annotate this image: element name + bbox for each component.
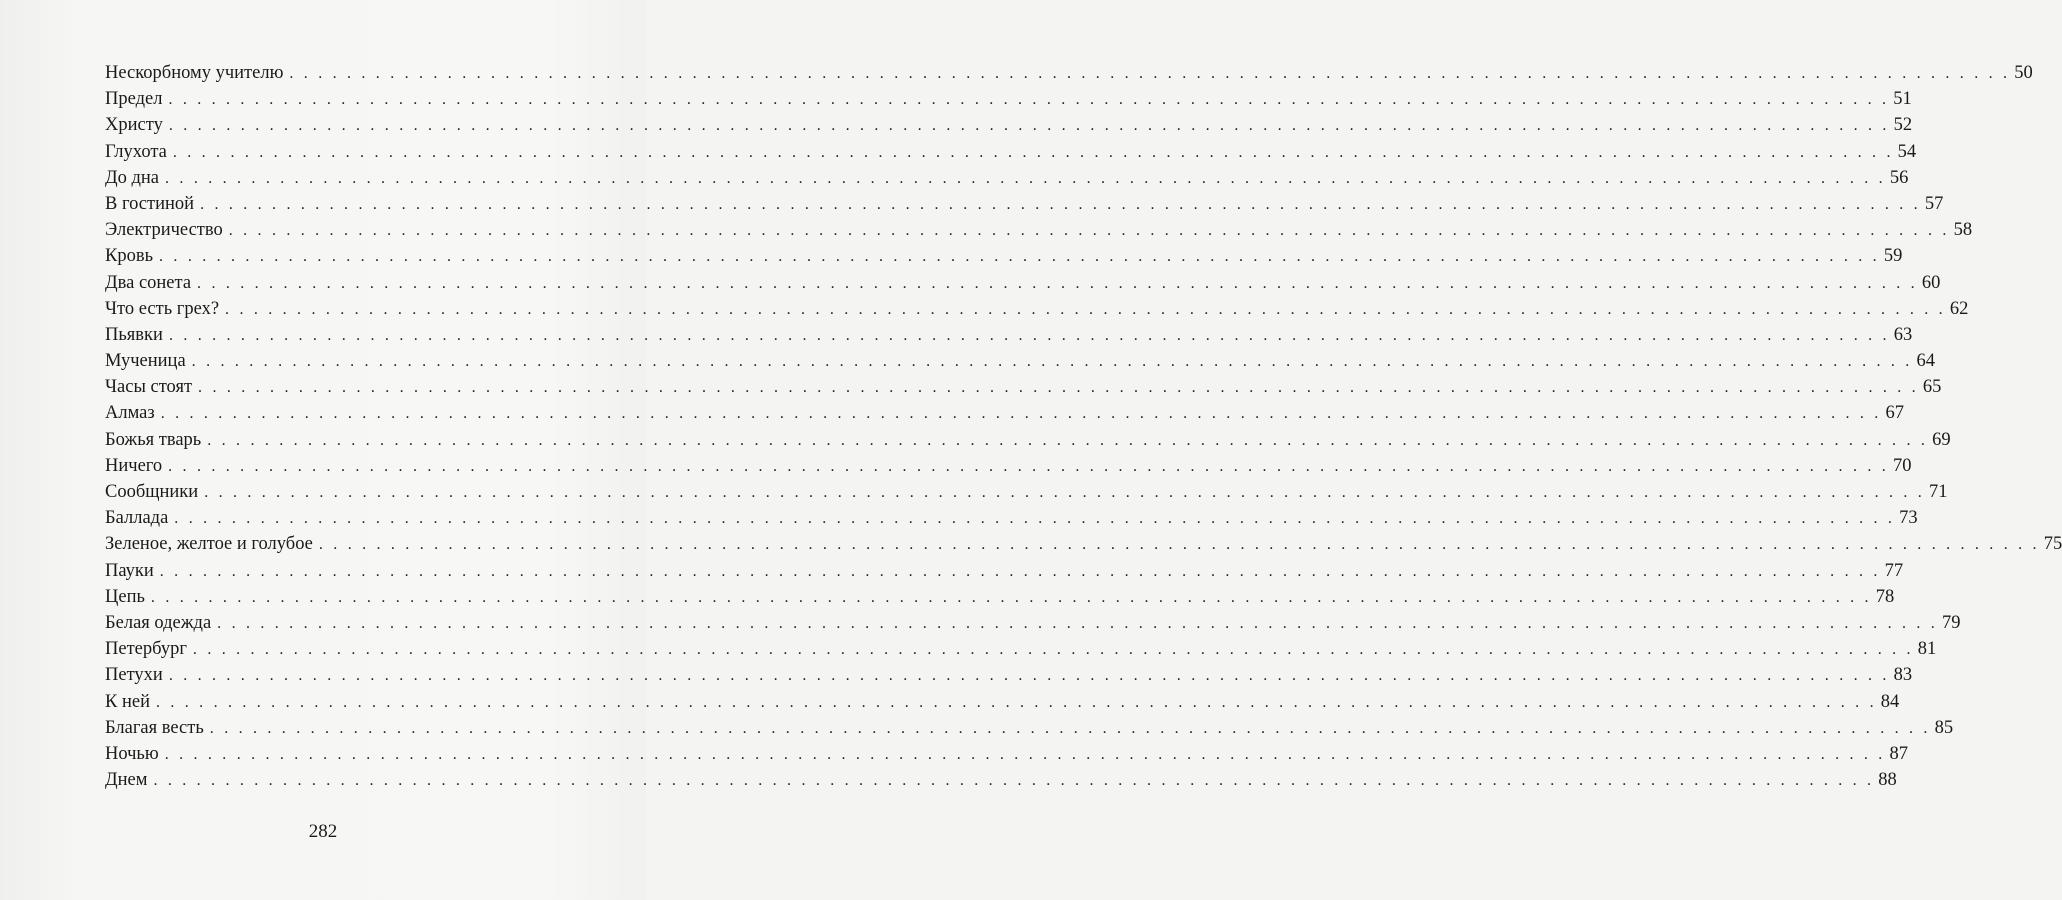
toc-entry-page: 58 — [1953, 220, 1973, 241]
dot-leader: . . . . . . . . . . . . . . . . . . . . . . . . . . . . . . . . . . . . . . . . . . . . . . . . . . . . . . . . . . . . . . . . . . . . . . . . . . . . . . . . . . . . . . . . . . . . . . . . . . . . . . . . . . . . . . . . . . . . . . . . — [209, 719, 1931, 737]
dot-leader: . . . . . . . . . . . . . . . . . . . . . . . . . . . . . . . . . . . . . . . . . . . . . . . . . . . . . . . . . . . . . . . . . . . . . . . . . . . . . . . . . . . . . . . . . . . . . . . . . . . . . . . . . . . . . . . . . . . . . . . . — [198, 379, 1919, 397]
toc-entry-title: Зеленое, желтое и голубое — [105, 534, 313, 555]
page-number: 282 — [308, 821, 338, 842]
dot-leader: . . . . . . . . . . . . . . . . . . . . . . . . . . . . . . . . . . . . . . . . . . . . . . . . . . . . . . . . . . . . . . . . . . . . . . . . . . . . . . . . . . . . . . . . . . . . . . . . . . . . . . . . . . . . . . . . . . . . . . . . — [172, 143, 1894, 161]
toc-entry — [105, 217, 1973, 243]
toc-entry-page: 63 — [1893, 324, 1913, 345]
dot-leader: . . . . . . . . . . . . . . . . . . . . . . . . . . . . . . . . . . . . . . . . . . . . . . . . . . . . . . . . . . . . . . . . . . . . . . . . . . . . . . . . . . . . . . . . . . . . . . . . . . . . . . . . . . . . . . . . . . . . . . . . — [155, 693, 1877, 711]
toc-entry-title: Божья тварь — [105, 429, 202, 450]
toc-entry-page: 69 — [1932, 429, 1951, 450]
table-of-contents — [105, 60, 2062, 793]
toc-entry-title: В гостиной — [105, 193, 195, 214]
toc-entry-title: Глухота — [105, 141, 167, 162]
dot-leader: . . . . . . . . . . . . . . . . . . . . . . . . . . . . . . . . . . . . . . . . . . . . . . . . . . . . . . . . . . . . . . . . . . . . . . . . . . . . . . . . . . . . . . . . . . . . . . . . . . . . . . . . . . . . . . . . . . . . . . . . — [159, 248, 1880, 266]
toc-entry-title: Сообщники — [105, 482, 199, 502]
toc-entry — [105, 191, 1944, 217]
toc-entry-title: Пьявки — [105, 324, 163, 345]
toc-entry-page: 77 — [1884, 560, 1904, 581]
toc-entry-page: 54 — [1897, 141, 1917, 162]
toc-entry-title: Баллада — [105, 508, 169, 529]
toc-entry-title: К ней — [105, 691, 150, 712]
toc-entry-title: Пауки — [105, 560, 154, 581]
dot-leader: . . . . . . . . . . . . . . . . . . . . . . . . . . . . . . . . . . . . . . . . . . . . . . . . . . . . . . . . . . . . . . . . . . . . . . . . . . . . . . . . . . . . . . . . . . . . . . . . . . . . . . . . . . . . . . . . . . . . . . . . — [160, 405, 1882, 423]
toc-entry-page: 70 — [1892, 455, 1912, 476]
toc-entry-title: Петербург — [105, 639, 187, 660]
toc-entry — [105, 322, 1913, 348]
toc-entry-page: 60 — [1921, 272, 1941, 293]
toc-entry-page: 85 — [1934, 717, 1954, 738]
toc-entry-title: Алмаз — [105, 403, 155, 424]
toc-entry — [105, 767, 1897, 793]
toc-entry — [105, 479, 1948, 505]
toc-entry-page: 62 — [1949, 298, 1969, 319]
toc-entry — [105, 296, 1969, 322]
toc-entry — [105, 374, 1942, 400]
dot-leader: . . . . . . . . . . . . . . . . . . . . . . . . . . . . . . . . . . . . . . . . . . . . . . . . . . . . . . . . . . . . . . . . . . . . . . . . . . . . . . . . . . . . . . . . . . . . . . . . . . . . . . . . . . . . . . . . . . . . . . . . — [318, 536, 2040, 554]
toc-entry-page: 88 — [1878, 770, 1897, 791]
toc-entry-page: 67 — [1885, 403, 1905, 424]
dot-leader: . . . . . . . . . . . . . . . . . . . . . . . . . . . . . . . . . . . . . . . . . . . . . . . . . . . . . . . . . . . . . . . . . . . . . . . . . . . . . . . . . . . . . . . . . . . . . . . . . . . . . . . . . . . . . . . . . . . . . . . . — [225, 300, 1946, 318]
dot-leader: . . . . . . . . . . . . . . . . . . . . . . . . . . . . . . . . . . . . . . . . . . . . . . . . . . . . . . . . . . . . . . . . . . . . . . . . . . . . . . . . . . . . . . . . . . . . . . . . . . . . . . . . . . . . . . . . . . . . . . . . — [168, 457, 1889, 475]
toc-entry — [105, 505, 1918, 531]
toc-entry — [105, 636, 1937, 662]
toc-entry — [105, 531, 2062, 557]
toc-entry-title: Ночью — [105, 743, 159, 764]
toc-entry-page: 83 — [1893, 665, 1913, 686]
dot-leader: . . . . . . . . . . . . . . . . . . . . . . . . . . . . . . . . . . . . . . . . . . . . . . . . . . . . . . . . . . . . . . . . . . . . . . . . . . . . . . . . . . . . . . . . . . . . . . . . . . . . . . . . . . . . . . . . . . . . . . . . — [207, 431, 1929, 449]
toc-entry-page: 57 — [1924, 193, 1944, 214]
toc-entry-title: Христу — [105, 115, 163, 136]
dot-leader: . . . . . . . . . . . . . . . . . . . . . . . . . . . . . . . . . . . . . . . . . . . . . . . . . . . . . . . . . . . . . . . . . . . . . . . . . . . . . . . . . . . . . . . . . . . . . . . . . . . . . . . . . . . . . . . . . . . . . . . . — [289, 65, 2011, 82]
toc-entry-title: Электричество — [105, 220, 223, 241]
toc-entry-page: 64 — [1916, 351, 1935, 372]
dot-leader: . . . . . . . . . . . . . . . . . . . . . . . . . . . . . . . . . . . . . . . . . . . . . . . . . . . . . . . . . . . . . . . . . . . . . . . . . . . . . . . . . . . . . . . . . . . . . . . . . . . . . . . . . . . . . . . . . . . . . . . . — [191, 353, 1913, 371]
toc-entry-title: Цепь — [105, 586, 145, 607]
dot-leader: . . . . . . . . . . . . . . . . . . . . . . . . . . . . . . . . . . . . . . . . . . . . . . . . . . . . . . . . . . . . . . . . . . . . . . . . . . . . . . . . . . . . . . . . . . . . . . . . . . . . . . . . . . . . . . . . . . . . . . . . — [200, 195, 1921, 213]
dot-leader: . . . . . . . . . . . . . . . . . . . . . . . . . . . . . . . . . . . . . . . . . . . . . . . . . . . . . . . . . . . . . . . . . . . . . . . . . . . . . . . . . . . . . . . . . . . . . . . . . . . . . . . . . . . . . . . . . . . . . . . . — [168, 91, 1890, 109]
toc-entry — [105, 558, 1904, 584]
toc-entry — [105, 243, 1903, 269]
dot-leader: . . . . . . . . . . . . . . . . . . . . . . . . . . . . . . . . . . . . . . . . . . . . . . . . . . . . . . . . . . . . . . . . . . . . . . . . . . . . . . . . . . . . . . . . . . . . . . . . . . . . . . . . . . . . . . . . . . . . . . . . — [228, 222, 1950, 240]
toc-entry — [105, 584, 1895, 610]
toc-entry — [105, 741, 1909, 767]
toc-entry-title: Ничего — [105, 455, 163, 476]
toc-entry-page: 71 — [1929, 482, 1948, 502]
toc-entry — [105, 453, 1912, 479]
toc-entry — [105, 270, 1941, 296]
toc-entry-page: 78 — [1875, 586, 1895, 607]
toc-entry — [105, 662, 1913, 688]
toc-entry-page: 79 — [1941, 612, 1961, 633]
toc-entry-page: 52 — [1893, 115, 1913, 136]
toc-entry-page: 50 — [2014, 63, 2033, 83]
dot-leader: . . . . . . . . . . . . . . . . . . . . . . . . . . . . . . . . . . . . . . . . . . . . . . . . . . . . . . . . . . . . . . . . . . . . . . . . . . . . . . . . . . . . . . . . . . . . . . . . . . . . . . . . . . . . . . . . . . . . . . . . — [192, 641, 1914, 659]
toc-entry-page: 59 — [1883, 246, 1903, 267]
toc-entry-title: Мученица — [105, 351, 186, 372]
toc-entry — [105, 689, 1900, 715]
toc-entry — [105, 60, 2033, 86]
dot-leader: . . . . . . . . . . . . . . . . . . . . . . . . . . . . . . . . . . . . . . . . . . . . . . . . . . . . . . . . . . . . . . . . . . . . . . . . . . . . . . . . . . . . . . . . . . . . . . . . . . . . . . . . . . . . . . . . . . . . . . . . — [164, 745, 1886, 763]
toc-entry-title: Белая одежда — [105, 612, 212, 633]
dot-leader: . . . . . . . . . . . . . . . . . . . . . . . . . . . . . . . . . . . . . . . . . . . . . . . . . . . . . . . . . . . . . . . . . . . . . . . . . . . . . . . . . . . . . . . . . . . . . . . . . . . . . . . . . . . . . . . . . . . . . . . . — [150, 588, 1872, 606]
toc-entry-page: 73 — [1899, 508, 1918, 529]
toc-entry — [105, 427, 1951, 453]
dot-leader: . . . . . . . . . . . . . . . . . . . . . . . . . . . . . . . . . . . . . . . . . . . . . . . . . . . . . . . . . . . . . . . . . . . . . . . . . . . . . . . . . . . . . . . . . . . . . . . . . . . . . . . . . . . . . . . . . . . . . . . . — [217, 614, 1938, 632]
dot-leader: . . . . . . . . . . . . . . . . . . . . . . . . . . . . . . . . . . . . . . . . . . . . . . . . . . . . . . . . . . . . . . . . . . . . . . . . . . . . . . . . . . . . . . . . . . . . . . . . . . . . . . . . . . . . . . . . . . . . . . . . — [153, 772, 1875, 790]
toc-entry — [105, 715, 1954, 741]
toc-entry-title: Нескорбному учителю — [105, 63, 284, 83]
dot-leader: . . . . . . . . . . . . . . . . . . . . . . . . . . . . . . . . . . . . . . . . . . . . . . . . . . . . . . . . . . . . . . . . . . . . . . . . . . . . . . . . . . . . . . . . . . . . . . . . . . . . . . . . . . . . . . . . . . . . . . . . — [197, 274, 1918, 292]
toc-entry-title: До дна — [105, 167, 160, 188]
toc-entry — [105, 610, 1961, 636]
dot-leader: . . . . . . . . . . . . . . . . . . . . . . . . . . . . . . . . . . . . . . . . . . . . . . . . . . . . . . . . . . . . . . . . . . . . . . . . . . . . . . . . . . . . . . . . . . . . . . . . . . . . . . . . . . . . . . . . . . . . . . . . — [159, 562, 1881, 580]
toc-entry-title: Два сонета — [105, 272, 192, 293]
toc-entry — [105, 348, 1935, 374]
toc-entry — [105, 112, 1913, 138]
toc-entry-title: Днем — [105, 770, 148, 791]
toc-entry-page: 51 — [1893, 89, 1912, 110]
toc-entry-title: Предел — [105, 89, 163, 110]
toc-entry-title: Благая весть — [105, 717, 204, 738]
dot-leader: . . . . . . . . . . . . . . . . . . . . . . . . . . . . . . . . . . . . . . . . . . . . . . . . . . . . . . . . . . . . . . . . . . . . . . . . . . . . . . . . . . . . . . . . . . . . . . . . . . . . . . . . . . . . . . . . . . . . . . . . — [168, 326, 1890, 344]
toc-entry-page: 75 — [2043, 534, 2062, 555]
toc-entry — [105, 86, 1912, 112]
toc-entry-title: Кровь — [105, 246, 154, 267]
toc-entry — [105, 139, 1917, 165]
dot-leader: . . . . . . . . . . . . . . . . . . . . . . . . . . . . . . . . . . . . . . . . . . . . . . . . . . . . . . . . . . . . . . . . . . . . . . . . . . . . . . . . . . . . . . . . . . . . . . . . . . . . . . . . . . . . . . . . . . . . . . . . — [168, 117, 1890, 135]
toc-entry-page: 65 — [1922, 377, 1942, 398]
toc-entry-title: Часы стоят — [105, 377, 193, 398]
toc-entry-page: 81 — [1917, 639, 1937, 660]
dot-leader: . . . . . . . . . . . . . . . . . . . . . . . . . . . . . . . . . . . . . . . . . . . . . . . . . . . . . . . . . . . . . . . . . . . . . . . . . . . . . . . . . . . . . . . . . . . . . . . . . . . . . . . . . . . . . . . . . . . . . . . . — [174, 510, 1896, 528]
dot-leader: . . . . . . . . . . . . . . . . . . . . . . . . . . . . . . . . . . . . . . . . . . . . . . . . . . . . . . . . . . . . . . . . . . . . . . . . . . . . . . . . . . . . . . . . . . . . . . . . . . . . . . . . . . . . . . . . . . . . . . . . — [204, 484, 1925, 501]
dot-leader: . . . . . . . . . . . . . . . . . . . . . . . . . . . . . . . . . . . . . . . . . . . . . . . . . . . . . . . . . . . . . . . . . . . . . . . . . . . . . . . . . . . . . . . . . . . . . . . . . . . . . . . . . . . . . . . . . . . . . . . . — [165, 169, 1886, 187]
toc-entry-title: Что есть грех? — [105, 298, 220, 319]
dot-leader: . . . . . . . . . . . . . . . . . . . . . . . . . . . . . . . . . . . . . . . . . . . . . . . . . . . . . . . . . . . . . . . . . . . . . . . . . . . . . . . . . . . . . . . . . . . . . . . . . . . . . . . . . . . . . . . . . . . . . . . . — [168, 667, 1890, 685]
toc-entry-page: 87 — [1889, 743, 1909, 764]
toc-entry-page: 84 — [1880, 691, 1900, 712]
toc-entry — [105, 165, 1909, 191]
toc-entry-page: 56 — [1889, 167, 1909, 188]
toc-entry-title: Петухи — [105, 665, 163, 686]
toc-entry — [105, 400, 1905, 426]
